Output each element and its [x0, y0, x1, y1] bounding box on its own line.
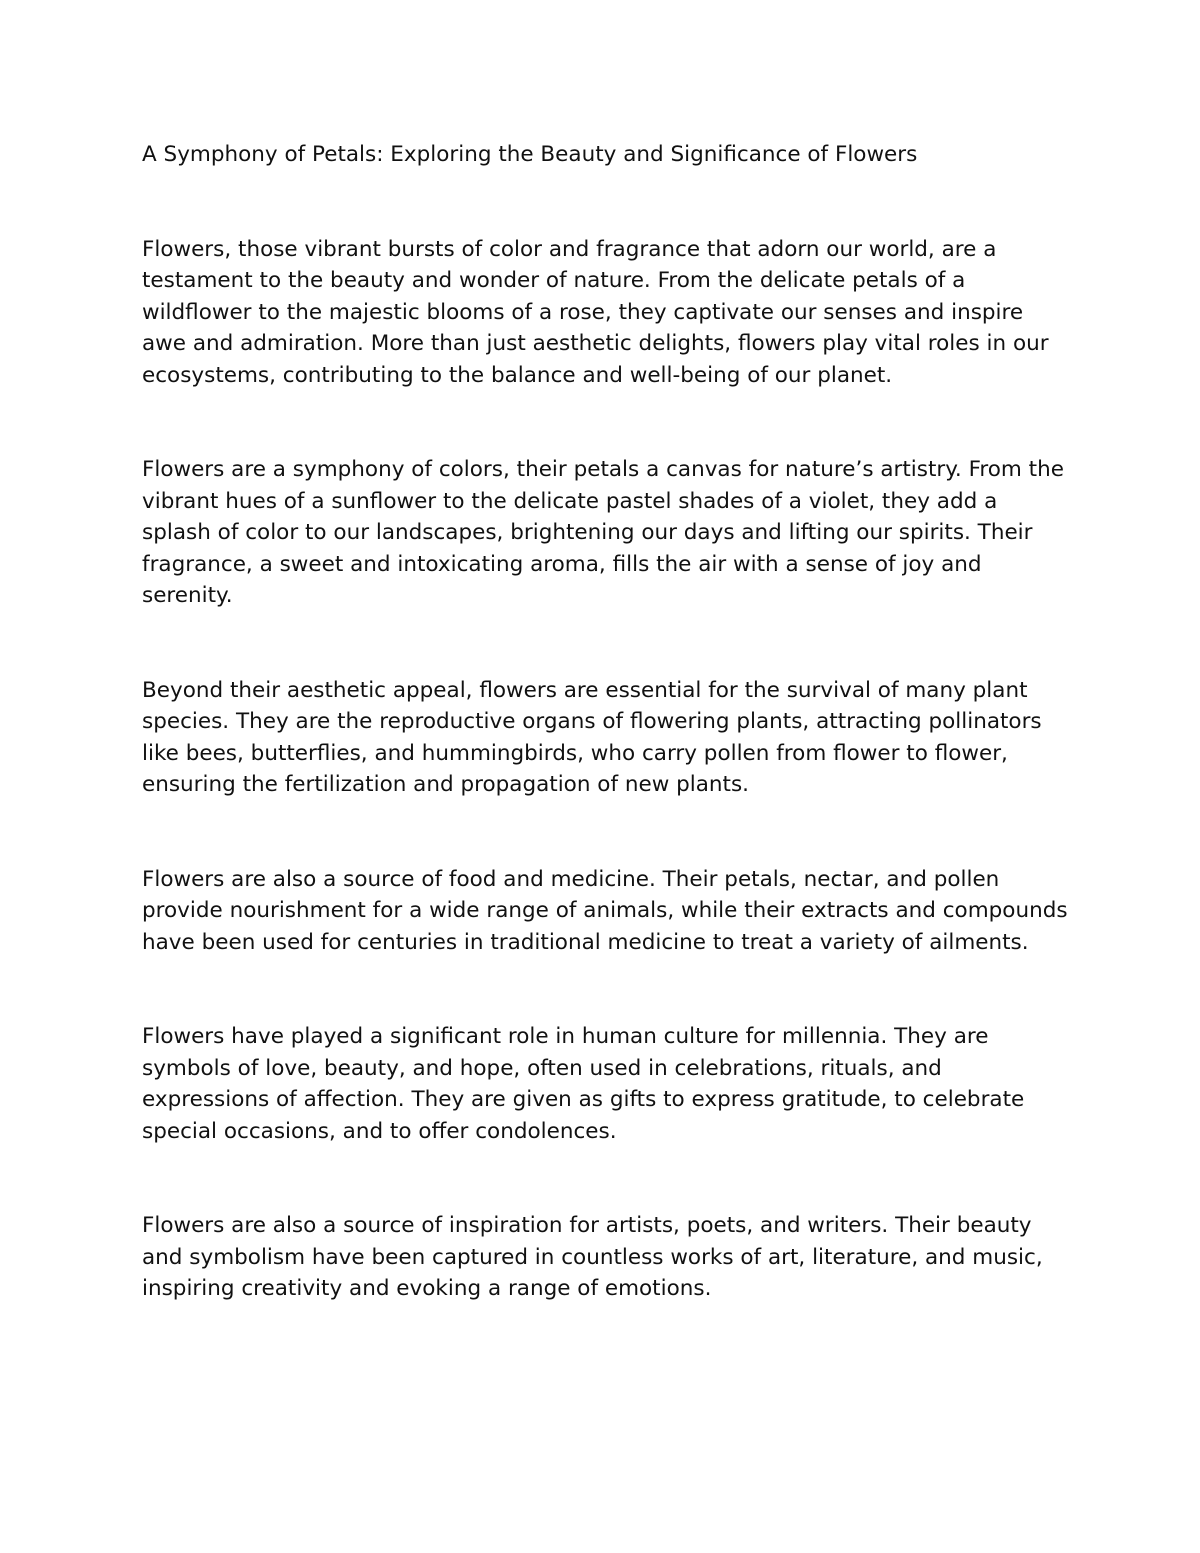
- paragraph-3: Beyond their aesthetic appeal, flowers are essential for the survival of many plant species. They are the reproductive organs of flowering plants, attracting pollinators like bees, butterflies, and hummingbirds, who carry pollen from flower to flower, ensuring the fertilization and propagation of new plants.: [142, 677, 1042, 797]
- paragraph-2: Flowers are a symphony of colors, their petals a canvas for nature’s artistry. From the vibrant hues of a sunflower to the delicate pastel shades of a violet, they add a splash of color to our landscapes, brightening our days and lifting our spirits. Their fragrance, a sweet and intoxicating aroma, fills the air with a sense of joy and serenity.: [142, 457, 1064, 608]
- document-body: [142, 139, 1072, 1305]
- paragraph-4: Flowers are also a source of food and medicine. Their petals, nectar, and pollen provide nourishment for a wide range of animals, while their extracts and compounds have been used for centuries in traditional medicine to treat a variety of ailments.: [142, 866, 1068, 955]
- paragraph-6: Flowers are also a source of inspiration for artists, poets, and writers. Their beauty and symbolism have been captured in countless works of art, literature, and music, inspiring creativity and evoking a range of emotions.: [142, 1213, 1043, 1301]
- document-title: A Symphony of Petals: Exploring the Beauty and Significance of Flowers: [142, 142, 918, 167]
- paragraph-5: Flowers have played a significant role in human culture for millennia. They are symbols of love, beauty, and hope, often used in celebrations, rituals, and expressions of affection. They are given as gifts to express gratitude, to celebrate special occasions, and to offer condolences.: [142, 1024, 1025, 1144]
- paragraph-1: Flowers, those vibrant bursts of color and fragrance that adorn our world, are a testament to the beauty and wonder of nature. From the delicate petals of a wildflower to the majestic blooms of a rose, they captivate our senses and inspire awe and admiration. More than just aesthetic delights, flowers play vital roles in our ecosystems, contributing to the balance and well-being of our planet.: [142, 236, 1049, 388]
